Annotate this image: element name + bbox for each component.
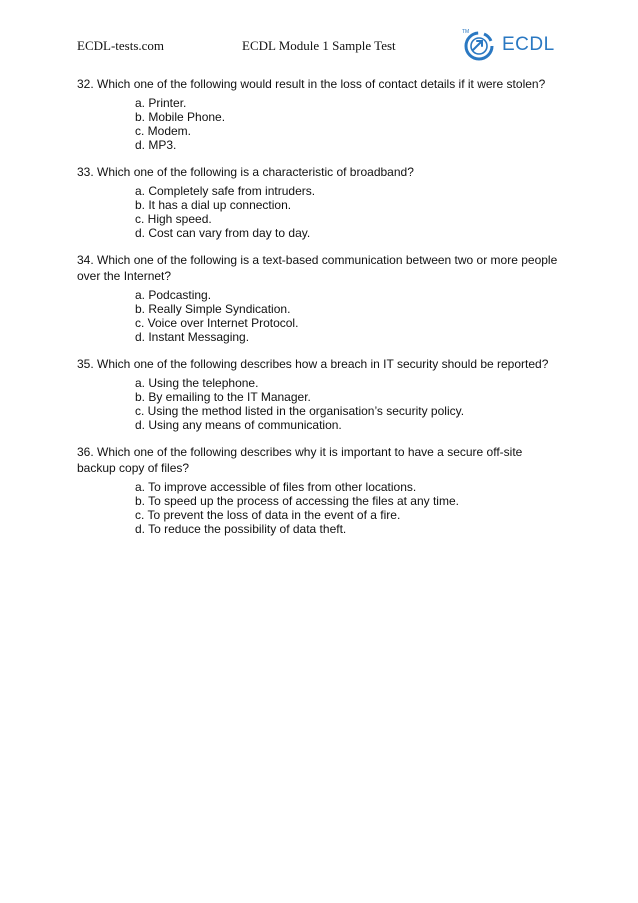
- question-block: [77, 356, 562, 432]
- answer-option: c. Modem.: [135, 124, 192, 138]
- question-block: [77, 252, 562, 344]
- question-text: 35. Which one of the following describes how a breach in IT security should be reported?: [77, 357, 549, 371]
- answer-options: [77, 184, 562, 240]
- header-site-name: ECDL-tests.com: [77, 38, 165, 53]
- question-block: [77, 444, 562, 536]
- question-text: 34. Which one of the following is a text-based communication between two or more people over the Internet?: [77, 253, 558, 283]
- answer-option: d. To reduce the possibility of data theft.: [135, 522, 347, 536]
- answer-option: d. Instant Messaging.: [135, 330, 250, 344]
- answer-option: a. Using the telephone.: [135, 376, 259, 390]
- answer-option: c. Voice over Internet Protocol.: [135, 316, 299, 330]
- header-title: ECDL Module 1 Sample Test: [242, 38, 396, 53]
- answer-option: b. It has a dial up connection.: [135, 198, 292, 212]
- answer-options: [77, 288, 562, 344]
- question-block: [77, 76, 562, 152]
- question-text: 32. Which one of the following would result in the loss of contact details if it were stolen?: [77, 77, 546, 91]
- logo-trademark: TM: [462, 29, 470, 35]
- answer-option: a. Completely safe from intruders.: [135, 184, 316, 198]
- ecdl-logo-icon: [462, 30, 496, 62]
- answer-options: [77, 376, 562, 432]
- answer-option: c. Using the method listed in the organisation’s security policy.: [135, 404, 465, 418]
- question-list: [77, 76, 562, 548]
- answer-option: d. Cost can vary from day to day.: [135, 226, 311, 240]
- answer-option: c. High speed.: [135, 212, 212, 226]
- logo-wordmark: ECDL: [502, 34, 555, 55]
- answer-option: d. Using any means of communication.: [135, 418, 342, 432]
- answer-option: b. By emailing to the IT Manager.: [135, 390, 311, 404]
- question-text: 33. Which one of the following is a characteristic of broadband?: [77, 165, 414, 179]
- page-header: [77, 29, 562, 66]
- answer-option: a. Printer.: [135, 96, 187, 110]
- question-block: [77, 164, 562, 240]
- answer-option: b. Really Simple Syndication.: [135, 302, 291, 316]
- ecdl-logo: [462, 30, 562, 62]
- answer-option: b. To speed up the process of accessing the files at any time.: [135, 494, 459, 508]
- question-text: 36. Which one of the following describes why it is important to have a secure off-site backup copy of files?: [77, 445, 523, 475]
- answer-options: [77, 96, 562, 152]
- answer-options: [77, 480, 562, 536]
- answer-option: a. Podcasting.: [135, 288, 212, 302]
- answer-option: c. To prevent the loss of data in the event of a fire.: [135, 508, 401, 522]
- answer-option: a. To improve accessible of files from other locations.: [135, 480, 417, 494]
- answer-option: b. Mobile Phone.: [135, 110, 226, 124]
- answer-option: d. MP3.: [135, 138, 177, 152]
